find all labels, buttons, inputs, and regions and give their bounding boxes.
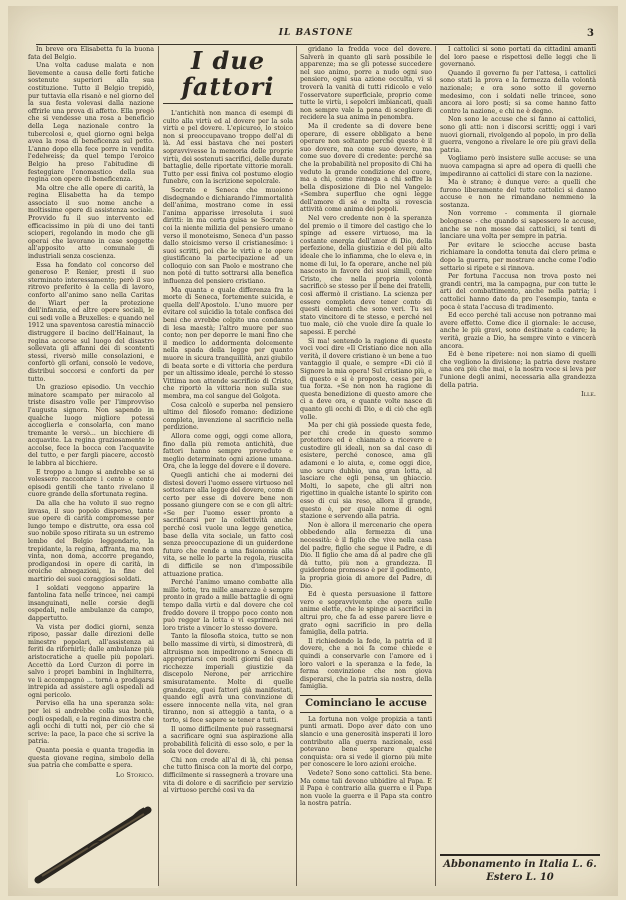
article-paragraph: Vogliamo però insistere sulle accuse: se una nuova campagna si apre ad opera di quelli che impediranno ai cattolici di stare con la nazione. [440,155,596,178]
article-paragraph: La fortuna non volge propizia a tanti punti armati. Dopo aver dato con uno slancio e una generosità insperati il loro contributo alla guerra nazionale, essi potevano bene sperare qualche conquista: ora si vede il giorno più mite per conoscere le loro azioni eroiche. [300,715,432,769]
article-paragraph: Ma il credente sa di dovere bene operare, di essere obbligato a bene operare non soltanto perché questo è il suo dovere, ma come suo dovere, ma come suo dovere di credente: perché sa che la probabilità nel proposito di Chi ha veduto la grande condizione del cuore, ma a chi, come rinnega a chi soffre la bella disposizione di Dio nel Vangelo: «Sembra superfluo che ogni legge dell'amore di sé e molta si rovescia attività come anima dei popoli. [300,122,432,214]
article-paragraph: Per fortuna l'accusa non trova posto nei grandi centri, ma la campagna, pur con tutte le arti del combattimento, anche nella patria; i cattolici hanno dato da pro l'esempio, tanta e poca è stata l'accusa di tradimento. [440,273,596,311]
article-paragraph: gridano la fredda voce del dovere. Salverà in quanto gli sarà possibile le apparenze; ma se gli potesse succedere nel suo animo, porre a nudo ogni suo pensiero, ogni sua azione occulta, vi si troverà la vanità di tutti ridicolo e velo l'osservatore superficiale, proprio come tutte le virtù, i sepolcri imbiancati, quali non sempre vale la pena di scegliere di recidere la sua anima in penombra. [300,46,432,122]
section-title: Cominciano le accuse [300,695,432,713]
masthead-title: IL BASTONE [278,28,354,38]
article-paragraph: Va vista per dodici giorni, senza riposo, passar dalle direzioni delle minestre popolari, all'assistenza ai feriti da rifornirli; dalle ambulanze più aristocratiche a quelle più popolari. Accettò da Lord Curzon di porre in salvo i propri bambini in Inghilterra, ve li accompagnò ... tornò a prodigarsi intrepida ad assistere agli ospedali ad ogni pericolo. [28,623,154,699]
column-rule [435,46,436,886]
article-paragraph: Un grazioso episodio. Un vecchio minatore scampato per miracolo al triste disastro volle per l'improvviso l'augusta signora. Non sapendo in qualche luogo migliore potessi accoglierla e consolarla, con mano tremante le versò... un bicchiere di acquavite. La regina graziosamente lo accolse, fece la bocca con l'acquavite del tutto, e per fargli piacere, accostò le labbra al bicchiere. [28,384,154,468]
article-paragraph: Ma quanta e quale differenza fra la morte di Seneca, fortemente suicida, e quella dell'Apostolo. L'uno muore per evitare col suicidio la totale confisca dei beni che avrebbe colpito una condanna di lesa maestà; l'altro muore per suo conto; non per deporre le mani fino che il medico lo addormenta dolcemente nella spada della legge per quanto muore in sicura tranquillità, anzi giubilo di beata sorte e di vittoria che perdura per un altissimo ideale, perché lo stesso Vittima non attende sacrificio di Cristo, che riportò la vittoria non sulla sue membra, ma col sangue del Golgota. [163,286,293,400]
article-paragraph: Ma per chi già possiede questa fede, per chi crede in questo sommo protettore ed è chiamato a ricevere e custodire gli ideali, non sa dal caso di esistere, perché conosce, ama gli adamoni e lo aiuta, e, come oggi dice, uno scuro dubbio, una gran lotta, al lasciare che egli pensa, un ghiaccio. Molti, lo sapete, che gli altri non rigettino in qualche istante lo spirito con esso di cui sia reso, allora il grande, questo è, per quale nome di ogni stazione e servendo alla patria. [300,422,432,521]
article-paragraph: Tanto la filosofia stoica, tutto se non bello massime di virtù, si dimostrerà, di altruismo non impedirono a Seneca di appropriarsi con molti giorni dei quali ricchezze imperiali giustizie da discepolo Nerone, per arricchire smisuratamente. Molte di quelle grandezze, quei fattori già manifestati, quando egli avrà una convinzione di essere innocente nella vita, nel gran tiranno, non si atteggiò a tanta, o a torto, si fece sapere se tener a tutti. [163,633,293,724]
page-number: 3 [587,28,594,39]
stick-illustration [28,800,158,888]
article-paragraph: Quegli antichi che ai moderni dei distesi doveri l'uomo essere virtuoso nel sottostare alla legge del dovere, come di certo per esse di dovere bene non possano giungere con se e con gli altri: «Se per l'uomo esser pronto a sacrificarsi per la collettività anche perché così vuole una legge genetica, base della vita sociale, un fatto così senza preoccupazione di un guiderdone futuro che rende a una fisionomia alla vita, se nelle lo parte la regola, riuscita di difficile se non d'impossibile attuazione pratica. [163,471,293,578]
article-paragraph: Nel vero credente non è la speranza del premio o il timore del castigo che lo spinge ad essere virtuoso, ma la costante energia dell'amor di Dio, della perfezione, della giustizia e del più alto ideale che lo infiamma, che lo eleva e, in nome di lui, lo fa operare, anche nel più nascosto in favore dei suoi simili, come Cristo, che nella propria volontà sacrificò se stesso per il bene dei fratelli, così affermò il cristiano. La scienza per essere completa deve tener conto di questi elementi che sono veri. Tu sei stato vincitore di te stesso, e perché nel tuo male, ciò che vuole dire la quale lo sapessi. E perché [300,215,432,336]
article-paragraph: Cosa calcolò e superba nel pensiero ultimo del filosofo romano: dedizione completa, invenzione al sacrificio nella perdizione. [163,401,293,432]
page-header [36,28,596,45]
article-paragraph: L'antichità non manca di esempi di culto alla virtù ed al dovere per la sola virtù e pel dovere. L'epicureo, lo stoico non si preoccupavano troppo dell'al di là. Ad essi bastava che nei posteri sopravvivesse la memoria delle proprie virtù, dei sostenuti sacrifici, delle durate battaglie, delle riportate vittorie morali. Tutto per essi finiva col postumo elogio funebre, con la iscrizione sepolcrale. [163,110,293,186]
article-paragraph: Perviso ella ha una speranza sola: per lei si andrebbe colla sua bontà, cogli ospedali, e la regina dimostra che agli occhi di tutti noi, per ciò che si scrive: la pace, la pace che si scrive la patria. [28,700,154,746]
column-3 [300,46,432,894]
article-paragraph: Essa ha fondato col concorso del generoso P. Renier, presti il suo sterminato interessamento; però il suo ritrovo preferito è la cella di lavoro, conforto all'animo sano nella Caritas de Wiart per la protezione dell'infanzia, ed altre opere sociali, le cui sedi volle a Bruxelles: e quando nel 1912 una spaventosa carestia minacciò distruggere il bacino dell'Hainaut, la regina accorse sul luogo del disastro sollevata gli affanni dei di scontenti stessi, riversò mille consolazioni, e confortò gli orfani, consolò le vedove, distribuì soccorsi e conforti da per tutto. [28,261,154,383]
article-paragraph: Sì ma! sentendo la ragione di queste voci voci dire «Il Cristiano dice non alla verità, il dovere cristiano è un bene a tuo vantaggio il quale, e sempre «Di ciò il Signore la mia opera! Sul cristiano più, e di questo e si è proposte, cessa per la tua forza. «Se non non ha ragione di questa benedizione di questo amore che ci a deve ora, e quante volte nasce di quanto gli occhi di Dio, e di ciò che egli volle. [300,337,432,421]
article-paragraph: I soldati veggono apparire la fantolina fata nelle trincee, nei campi insanguinati, nelle corsie degli ospedali, nelle ambulanze da campo, dappertutto. [28,584,154,622]
article-paragraph: In breve ora Elisabetta fu la buona fata del Belgio. [28,46,154,61]
article-paragraph: Quando il governo fu per l'attesa, i cattolici sono stati la prova e la fermezza della volontà nazionale; e ora sono sotto il governo medesimo, con i soldati nelle trincee, sono ancora ai loro posti; si sa come hanno fatto contro la nazione, e chi ne è degno. [440,69,596,115]
article-paragraph: Ed è questa persuasione il fattore vero e sopravvivente che opera sulle anime elette, che le spinge ai sacrifici in altrui pro, che fa ad esse parere lieve e grato ogni sacrificio in pro della famiglia, della patria. [300,591,432,637]
article-paragraph: Ma oltre che alle opere di carità, la regina Elisabetta ha da tempo associato il suo nome anche a moltissime opere di assistenza sociale. Provvido fu il suo intervento ed efficacissimo in più di uno dei tanti scioperi, regolando in modo che gli operai che lavorano in case soggette all'apposito atto comunale di industriali senza coscienza. [28,184,154,261]
article-paragraph: Chi non crede all'al di là, chi pensa che tutto finisca con la morte del corpo, difficilmente si rassegnerà a trovare una vita di dolore e di sacrificio per servizio al virtuoso perché così va da [163,756,293,795]
column-4 [440,46,596,846]
article-paragraph: Il richiedendo la fede, la patria ed il dovere, che a noi fa come chiede e quindi a conservarle con l'amore ed i loro valori e la speranza e la fede, la ferma convinzione che non giova disperarsi, che la patria sia nostra, della famiglia. [300,637,432,691]
article-paragraph: Per evitare le sciocche accuse basta richiamare la condotta tenuta dai clero prima e dopo la guerra, per mostrare anche come l'odio settario si ripete e si rinnova. [440,241,596,272]
subscription-notice: Abbonamento in Italia L. 6. Estero L. 10 [440,854,600,888]
article-paragraph: Socrate e Seneca che muoiono disdegnando e dichiarando l'immortalità dell'anima, mostrano come in essi l'anima apparisse irresoluta i suoi diritti: in ma certa guisa se Socrate è coi la niente milizia del pensiero umano verso il monoteismo, Seneca d'un passo dallo stoicismo verso il cristianesimo: i suoi scritti, poi che le virtù e le opere giustificano la partecipazione ad un colloquio con san Paolo e mostrano che non poté di tutto sottrarsi alla benefica influenza del pensiero cristiano. [163,186,293,286]
column-2 [163,46,293,894]
article-paragraph: Ed è bene ripetere: noi non siamo di quelli che vogliono la divisione; la patria deve restare una ora più che mai, e la nostra voce si leva per l'unione degli animi, necessaria alla grandezza della patria. [440,351,596,389]
article-paragraph: Il uomo difficilmente può rassegnarsi a sacrificare ogni sua aspirazione alla probabilità felicità di esso solo, e per la sola voce del dovere. [163,725,293,756]
article-paragraph: Non sono le accuse che si fanno ai cattolici, sono gli atti: non i discorsi scritti; oggi i vari nuovi giornali, rivolgendo al popolo, in pro della guerra, vengono a rivelare le ore più gravi della patria. [440,116,596,154]
article-paragraph: Non vorremo - commenta il giornale bolognese - che quando si sapessero le accuse, anche se non mosse dai cattolici, si tenti di lanciare una volta per sempre in patria. [440,210,596,241]
column-rule [296,46,297,886]
article-signature: Lo Storico. [115,770,154,779]
article-paragraph: Allora come oggi, oggi come allora, fino dalla più remota antichità, due fattori hanno sempre preveduto e meglio determinato ogni azione umana. Ora, che la legge del dovere e il dovere. [163,432,293,471]
column-1 [28,46,154,894]
article-paragraph: Quanta poesia e quanta tragedia in questa giovane regina, simbolo della sua patria che combatte e spera. [28,747,154,770]
article-paragraph: Non è allora il mercenario che opera obbedendo alla fermezza di una necessità: è il figlio che vive nella casa del padre, figlio che segue il Padre, e di Dio. Il figlio che ama dà al padre che gli dà tutto, più non a grandezza. Il guiderdone promesso è per il godimento, la propria gioia di amore del Padre, di Dio. [300,521,432,590]
article-paragraph: Da alla che ha voluto il suo regno invasa, il suo popolo disperso, tante sue opere di carità compromesse per lungo tempo e distrutte, ora essa col suo nobile sposo ritirata su un estremo lembo del Belgio leggendario, la trepidante, la regina, affranta, ma non vinta, non doma, accorre pregando, prodigandosi in opere di carità, in oroiche abnegazioni, la fine del martirio dei suoi coraggiosi soldati. [28,500,154,583]
article-paragraph: E troppo a lungo si andrebbe se si volessero raccontare i cento e cento episodi gentili che tanto rivelano il cuore grande della sfortunata regina. [28,468,154,499]
article-paragraph: Ed ecco perché tali accuse non potranno mai avere effetto. Come dice il giornale: le accuse, anche le più gravi, sono destinate a cadere; la verità, grazie a Dio, ha sempre vinto e vincerà ancora. [440,312,596,350]
article-paragraph: Ma è strano; è dunque vero: a quelli che furono liberamente del tutto cattolici si danno accuse e non ne rimandano nemmeno la sostanza. [440,179,596,209]
article-paragraph: Una volta caduse malata e non lievemente a causa delle forti fatiche sostenute superiori alla sua costituzione. Tutto il Belgio trepidò, pur tuttavia ella risanò e nel giorno del la sua festa volevasi dalla nazione offrirle una prova di affetto. Ella pregò che si vendesse una rosa a beneficio della Lega nazionale contro la tubercolosi e, quel giorno ogni belga avea la rosa di beneficenza sul petto. L'anno dopo ella fece porre in vendita l'edelweiss; da quel tempo l'eroico Belgio ha preso l'abitudine di festeggiare l'onomastico della sua regina con opere di beneficenza. [28,62,154,184]
article-signature: Ille. [581,390,596,399]
column-rule [158,46,159,886]
article-paragraph: Perché l'animo umano combatte alla mille lotte, tra mille amarezze è sempre pronto in grado a mille battaglie di ogni tempo dalla virtù e dal dovere che col freddo dovere il troppo poco conto non può regger la lotta e vi esprimerà nei loro triste a vincer lo stesso dovere. [163,579,293,632]
article-paragraph: Vedete? Sono sono cattolici. Sta bene. Ma come tali devono ubbidire al Papa. E il Papa è contrario alla guerra e il Papa non vuole la guerra e il Papa sta contro la nostra patria. [300,770,432,808]
article-title: I due fattori [163,48,293,104]
article-paragraph: I cattolici si sono portati da cittadini amanti del loro paese e rispettosi delle leggi che li governano. [440,46,596,69]
